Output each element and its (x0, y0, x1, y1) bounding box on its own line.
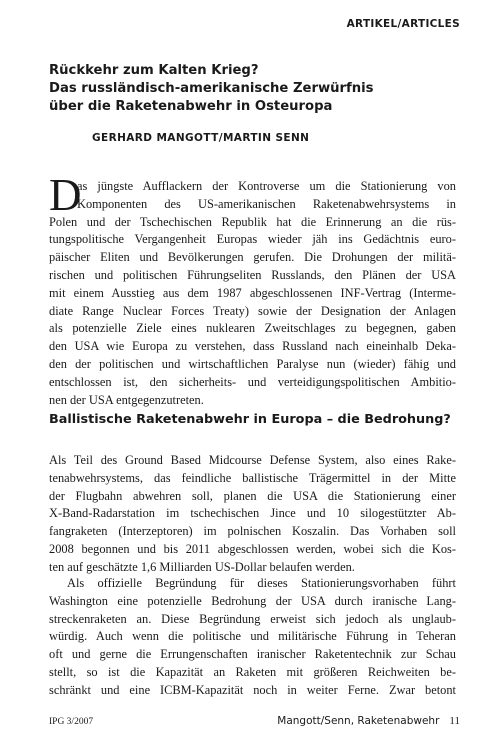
running-footer (277, 715, 460, 727)
text-line: X-Band-Radarstation im tschechischen Jince und 10 silogestützter Ab- (49, 506, 456, 521)
text-line: würdig. Auch wenn die politische und militärische Führung in Teheran (49, 629, 456, 644)
running-head: Mangott/Senn, Raketenabwehr (277, 715, 440, 727)
page-number: 11 (449, 715, 460, 727)
text-line: rischen und politischen Führungseliten Russlands, den Plänen der USA (49, 267, 456, 282)
text-line: Als offizielle Begründung für dieses Stationierungsvorhaben führt (67, 576, 456, 590)
authors-byline: GERHARD MANGOTT/MARTIN SENN (92, 132, 310, 144)
title-line-2: Das russländisch-amerikanische Zerwürfnis (49, 81, 374, 96)
text-line: Washington eine potenzielle Bedrohung der USA durch iranische Lang- (49, 593, 456, 608)
text-line: stellt, so ist die Kapazität an Raketen mit größeren Reichweiten be- (49, 664, 456, 679)
text-line: diate Range Nuclear Forces Treaty) sowie der Designation der Anlagen (49, 303, 456, 318)
text-line: nen der USA entgegenzutreten. (49, 392, 204, 407)
text-line: mit einem Ausstieg aus dem 1987 abgeschlossenen INF-Vertrag (Interme- (49, 285, 456, 300)
text-line: entschlossen ist, den sicherheits- und verteidigungspolitischen Ambitio- (49, 374, 456, 389)
title-line-3: über die Raketenabwehr in Osteuropa (49, 99, 333, 114)
section-heading: Ballistische Raketenabwehr in Europa – die Bedrohung? (49, 412, 451, 427)
text-line: den der politischen und wirtschaftlichen Paralyse nun (wieder) fähig und (49, 356, 456, 371)
text-line: Polen und der Tschechischen Republik hat die Erinnerung an die rüs- (49, 214, 456, 229)
text-line: fangraketen (Interzeptoren) im polnischen Koszalin. Das Vorhaben soll (49, 524, 456, 539)
text-line: tungspolitische Vergangenheit Europas wieder jäh ins Gedächtnis euro- (49, 232, 456, 247)
text-line: Komponenten des US-amerikanischen Raketenabwehrsystems in (77, 196, 456, 211)
text-line: der Flugbahn abwehren soll, planen die USA die Stationierung einer (49, 488, 456, 503)
text-line: oft und gerne die Errungenschaften iranischer Raketentechnik zur Schau (49, 647, 456, 662)
text-line: Als Teil des Ground Based Midcourse Defense System, also eines Rake- (49, 453, 456, 467)
text-line: als potenzielle Ziele eines nuklearen Zweitschlages zu begegnen, gaben (49, 321, 456, 336)
article-title (49, 62, 469, 116)
text-line: tenabwehrsystems, das feindliche ballistische Trägermittel in der Mitte (49, 470, 456, 485)
intro-paragraph (49, 178, 456, 409)
text-line: as jüngste Aufflackern der Kontroverse um die Stationierung von (77, 179, 456, 193)
text-line: 2008 begonnen und bis 2011 abgeschlossen werden, wobei sich die Kos- (49, 541, 456, 556)
text-line: den USA wie Europa zu verstehen, dass Russland nach eineinhalb Deka- (49, 339, 456, 354)
section-label: ARTIKEL/ARTICLES (346, 18, 460, 30)
body-paragraph (49, 452, 456, 577)
journal-issue: IPG 3/2007 (49, 717, 94, 727)
text-line: ten auf geschätzte 1,6 Milliarden US-Dollar belaufen werden. (49, 559, 355, 574)
text-line: streckenraketen an. Diese Begründung erweist sich jedoch als unglaub- (49, 611, 456, 626)
title-line-1: Rückkehr zum Kalten Krieg? (49, 63, 259, 78)
body-paragraph (49, 575, 456, 700)
drop-cap: D (49, 170, 82, 220)
text-line: schränkt und eine ICBM-Kapazität noch in weiter Ferne. Zwar betont (49, 682, 456, 697)
text-line: päischer Eliten und Bevölkerungen gerufen. Die Drohungen der militä- (49, 250, 456, 265)
